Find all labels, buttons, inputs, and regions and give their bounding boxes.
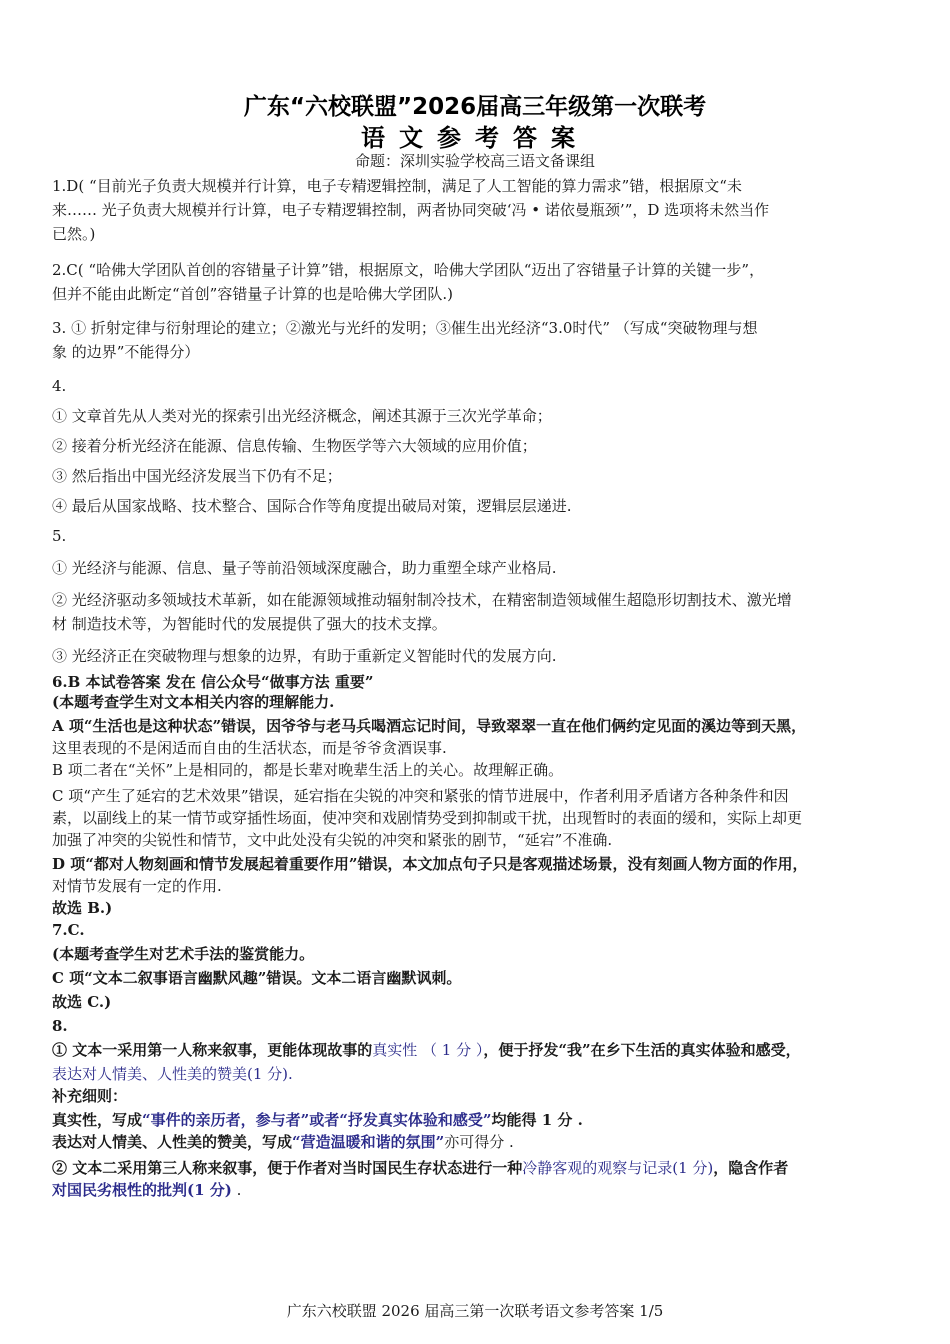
q8-supplement-1: [52, 1108, 902, 1132]
q5-point-3: ③ 光经济正在突破物理与想象的边界，有助于重新定义智能时代的发展方向.: [52, 647, 557, 665]
q1-line-1: 1.D( “目前光子负责大规模并行计算，电子专精逻辑控制，满足了人工智能的算力需求”错，根据原文“未: [52, 177, 742, 195]
q8-s1-text: 真实性，写成: [52, 1111, 143, 1129]
q5-point-2a: ② 光经济驱动多领域技术革新，如在能源领域推动辐射制冷技术，在精密制造领域催生超隐形切割技术、激光增: [52, 591, 792, 609]
q7-note: (本题考查学生对艺术手法的鉴赏能力。: [52, 945, 315, 963]
q7-option-c: C 项“文本二叙事语言幽默风趣”错误。文本二语言幽默讽刺。: [52, 969, 462, 987]
q6-option-b: B 项二者在“关怀”上是相同的，都是长辈对晚辈生活上的关心。故理解正确。: [52, 761, 564, 779]
q2-line-2: 但并不能由此断定“首创”容错量子计算的也是哈佛大学团队.): [52, 285, 453, 303]
q6-option-a-2: 这里表现的不是闲适而自由的生活状态，而是爷爷贪酒误事.: [52, 739, 447, 757]
q6-option-c-2: 素，以副线上的某一情节或穿插性场面，使冲突和戏剧情势受到抑制或干扰，出现暂时的表面的缓和，实际上却更: [52, 809, 803, 827]
q4-point-1: ① 文章首先从人类对光的探索引出光经济概念，阐述其源于三次光学革命；: [52, 407, 552, 425]
q8-p1-text: ① 文本一采用第一人称来叙事，更能体现故事的: [52, 1041, 373, 1059]
q8-p2-end: .: [231, 1181, 242, 1199]
q8-s2-rest: 亦可得分 .: [444, 1133, 514, 1151]
q4-point-3: ③ 然后指出中国光经济发展当下仍有不足；: [52, 467, 342, 485]
q8-s2-text: 表达对人情美、人性美的赞美，写成: [52, 1133, 293, 1151]
q6-answer-line: 6.B 本试卷答案 发在 信公众号“做事方法 重要”: [52, 673, 374, 691]
q8-p2-rest: ，隐含作者: [713, 1159, 789, 1177]
page-footer: 广东六校联盟 2026 届高三第一次联考语文参考答案 1/5: [286, 1302, 664, 1320]
q8-s1-rest: 均能得 1 分 .: [491, 1111, 583, 1129]
q6-option-d-2: 对情节发展有一定的作用.: [52, 877, 222, 895]
q7-number: 7.C.: [52, 921, 85, 939]
q8-p1-rest: ，便于抒发“我”在乡下生活的真实体验和感受，: [483, 1041, 801, 1059]
q6-conclusion: 故选 B.): [52, 899, 113, 917]
q8-s2-highlight: “营造温暖和谐的氛围”: [292, 1133, 445, 1151]
q4-point-4: ④ 最后从国家战略、技术整合、国际合作等角度提出破局对策，逻辑层层递进.: [52, 497, 572, 515]
q4-point-2: ② 接着分析光经济在能源、信息传输、生物医学等六大领域的应用价值；: [52, 437, 537, 455]
q1-line-2: 来…… 光子负责大规模并行计算，电子专精逻辑控制，两者协同突破‘冯 • 诺依曼瓶颈’”，D 选项将未然当作: [52, 201, 770, 219]
q5-point-2b: 材 制造技术等，为智能时代的发展提供了强大的技术支撑。: [52, 615, 447, 633]
q4-number: 4.: [52, 377, 67, 395]
q6-note: (本题考查学生对文本相关内容的理解能力.: [52, 693, 335, 711]
q8-supplement-heading: 补充细则：: [52, 1087, 128, 1105]
q5-number: 5.: [52, 527, 67, 545]
answer-key-subtitle: 语文参考答案: [361, 124, 589, 152]
q8-point-1-line-2: 表达对人情美、人性美的赞美(1 分).: [52, 1065, 293, 1083]
author-line: 命题：深圳实验学校高三语文备课组: [354, 152, 595, 170]
q3-line-2: 象 的边界”不能得分）: [52, 343, 200, 361]
q8-supplement-2: [52, 1130, 902, 1154]
q8-point-2-line-1: [52, 1156, 902, 1180]
q6-option-d-1: D 项“都对人物刻画和情节发展起着重要作用”错误，本文加点句子只是客观描述场景，没有刻画人物方面的作用，: [52, 855, 808, 873]
q8-number: 8.: [52, 1017, 68, 1035]
q8-p2-text: ② 文本二采用第三人称来叙事，便于作者对当时国民生存状态进行一种: [52, 1159, 523, 1177]
q8-s1-highlight: “事件的亲历者，参与者”或者“抒发真实体验和感受”: [142, 1111, 492, 1129]
q8-p2-critique: 对国民劣根性的批判(1 分): [52, 1181, 232, 1199]
exam-title: 广东“六校联盟”2026届高三年级第一次联考: [243, 94, 707, 120]
q8-p2-highlight: 冷静客观的观察与记录(1 分): [522, 1159, 714, 1177]
q6-option-a-1: A 项“生活也是这种状态”错误，因爷爷与老马兵喝酒忘记时间，导致翠翠一直在他们俩约定见面的溪边等到天黑，: [52, 717, 807, 735]
q6-option-c-1: C 项“产生了延宕的艺术效果”错误，延宕指在尖锐的冲突和紧张的情节进展中，作者利用矛盾诸方各种条件和因: [52, 787, 789, 805]
q6-option-c-3: 加强了冲突的尖锐性和情节，文中此处没有尖锐的冲突和紧张的剧节，“延宕”不准确.: [52, 831, 613, 849]
q8-point-2-line-2: [52, 1178, 902, 1202]
q8-point-1-line-1: [52, 1038, 902, 1062]
q8-p1-highlight: 真实性 （ 1 分 ）: [372, 1041, 484, 1059]
q2-line-1: 2.C( “哈佛大学团队首创的容错量子计算”错，根据原文，哈佛大学团队“迈出了容错量子计算的关键一步”，: [52, 261, 765, 279]
q3-line-1: 3. ① 折射定律与衍射理论的建立；②激光与光纤的发明；③催生出光经济“3.0时代” （写成“突破物理与想: [52, 319, 758, 337]
q5-point-1: ① 光经济与能源、信息、量子等前沿领域深度融合，助力重塑全球产业格局.: [52, 559, 557, 577]
q7-conclusion: 故选 C.): [52, 993, 112, 1011]
q1-line-3: 已然。): [52, 225, 96, 243]
